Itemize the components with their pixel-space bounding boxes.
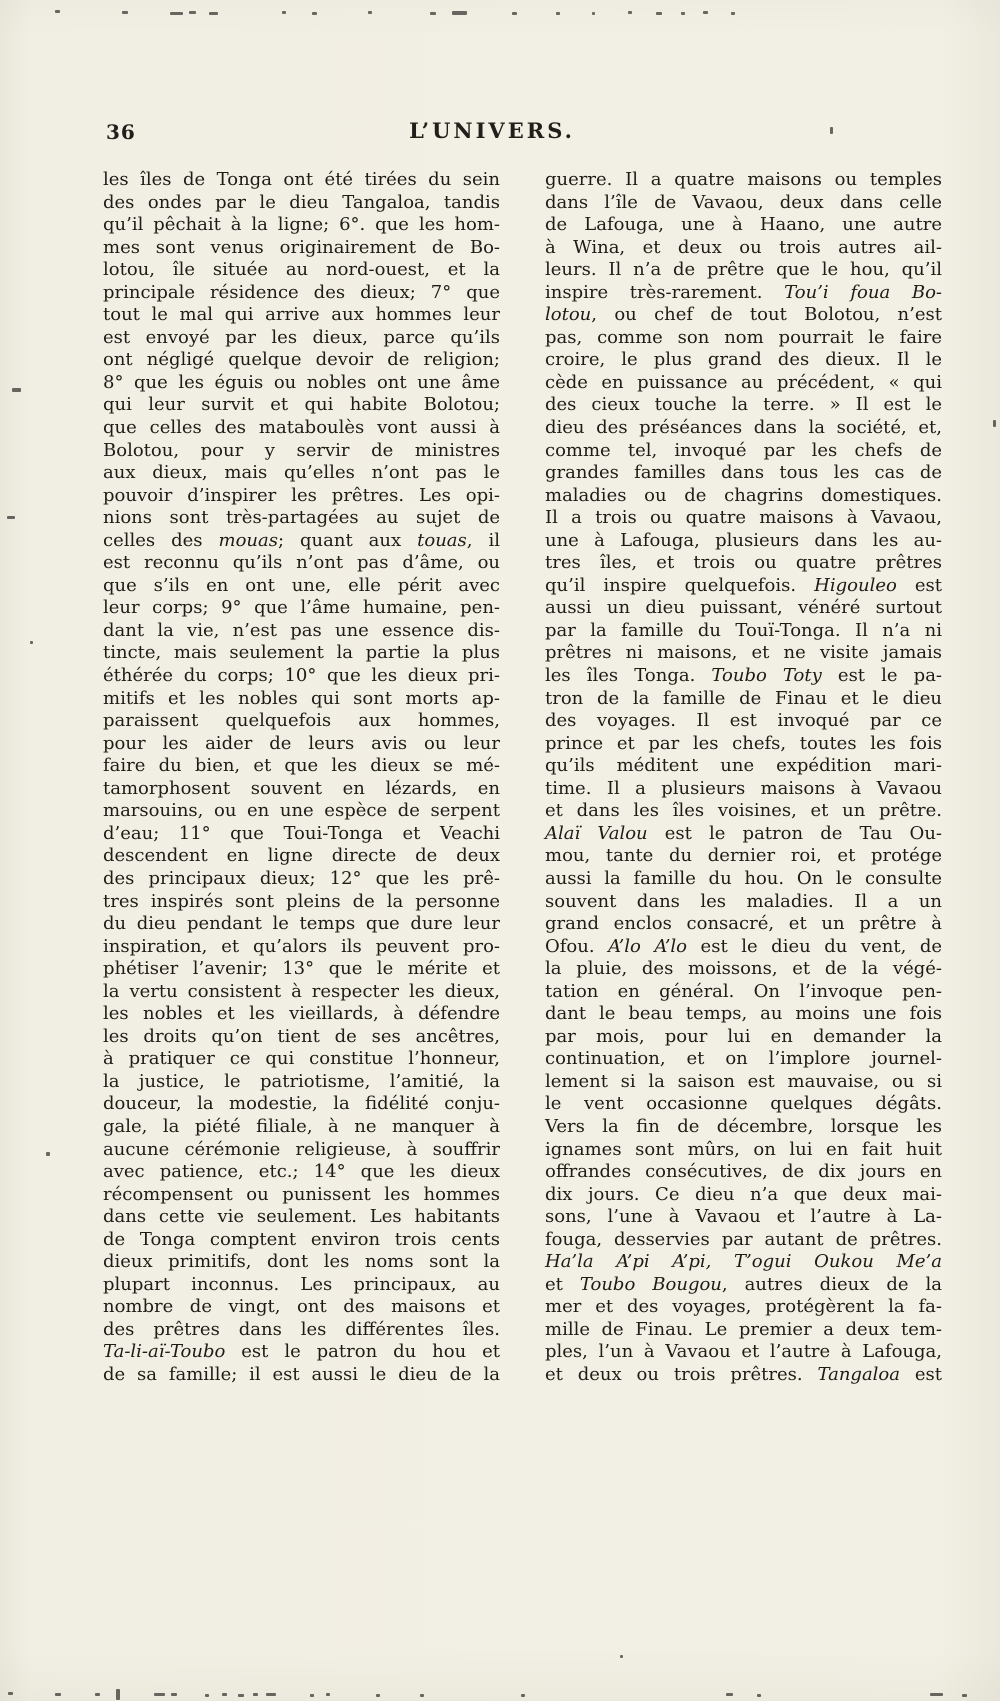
- scan-speck: [7, 516, 15, 519]
- text-line: [103, 891, 500, 914]
- text-line: [545, 372, 942, 395]
- text-line: [103, 1229, 500, 1252]
- roman-text: avec patience, etc.; 14° que les dieux: [103, 1161, 500, 1183]
- text-line: [103, 642, 500, 665]
- roman-text: Vers la fin de décembre, lorsque les: [545, 1115, 942, 1137]
- text-line: [103, 958, 500, 981]
- text-line: [545, 1341, 942, 1364]
- text-column-right: [545, 169, 942, 1387]
- roman-text: la pluie, des moissons, et de la végé-: [545, 958, 942, 980]
- text-line: [545, 620, 942, 643]
- page-number: 36: [106, 120, 136, 144]
- roman-text: faire du bien, et que les dieux se mé-: [103, 755, 500, 777]
- roman-text: les nobles et les vieillards, à défendre: [103, 1003, 500, 1025]
- text-line: [103, 913, 500, 936]
- text-line: [545, 755, 942, 778]
- text-line: [103, 1116, 500, 1139]
- scan-speck: [592, 12, 595, 15]
- scan-speck: [681, 12, 685, 15]
- text-line: [545, 710, 942, 733]
- text-line: [103, 1364, 500, 1387]
- italic-text: mouas: [218, 529, 278, 551]
- roman-text: les droits qu’on tient de ses ancêtres,: [103, 1025, 500, 1047]
- roman-text: tron de la famille de Finau et le dieu: [545, 687, 942, 709]
- text-line: [545, 530, 942, 553]
- text-line: [103, 778, 500, 801]
- text-line: [103, 327, 500, 350]
- roman-text: éthérée du corps; 10° que les dieux pri-: [103, 665, 500, 687]
- roman-text: douceur, la modestie, la fidélité conju-: [103, 1093, 500, 1115]
- roman-text: continuation, et on l’implore journel-: [545, 1048, 942, 1070]
- text-line: [545, 845, 942, 868]
- roman-text: inspiration, et qu’alors ils peuvent pro-: [103, 935, 500, 957]
- scan-speck: [122, 11, 128, 14]
- running-header-title: L’UNIVERS.: [409, 118, 575, 143]
- text-line: [103, 1184, 500, 1207]
- scan-speck: [209, 12, 218, 15]
- scan-speck: [830, 127, 833, 134]
- text-line: [545, 462, 942, 485]
- roman-text: fouga, desservies par autant de prêtres.: [545, 1228, 942, 1250]
- italic-text: A’lo A’lo: [608, 935, 688, 957]
- roman-text: à pratiquer ce qui constitue l’honneur,: [103, 1048, 500, 1070]
- roman-text: est envoyé par les dieux, parce qu’ils: [103, 326, 500, 348]
- roman-text: ont négligé quelque devoir de religion;: [103, 349, 500, 371]
- roman-text: est le dieu du vent, de: [687, 935, 943, 957]
- roman-text: qu’il inspire quelquefois.: [545, 574, 815, 596]
- text-line: [545, 913, 942, 936]
- text-line: [545, 597, 942, 620]
- text-line: [545, 868, 942, 891]
- roman-text: par la famille du Touï-Tonga. Il n’a ni: [545, 619, 942, 641]
- roman-text: prince et par les chefs, toutes les fois: [545, 732, 942, 754]
- roman-text: est: [896, 574, 942, 596]
- roman-text: la vertu consistent à respecter les dieux,: [103, 980, 500, 1002]
- text-line: [545, 485, 942, 508]
- roman-text: de Lafouga, une à Haano, une autre: [545, 214, 942, 236]
- roman-text: qui leur survit et qui habite Bolotou;: [103, 394, 500, 416]
- roman-text: la justice, le patriotisme, l’amitié, la: [103, 1070, 500, 1092]
- text-line: [545, 1116, 942, 1139]
- text-line: [103, 462, 500, 485]
- text-line: [545, 440, 942, 463]
- text-line: [103, 192, 500, 215]
- roman-text: des prêtres dans les différentes îles.: [103, 1318, 500, 1340]
- roman-text: plupart inconnus. Les principaux, au: [103, 1273, 500, 1295]
- scan-speck: [310, 1694, 314, 1697]
- roman-text: , il: [466, 529, 500, 551]
- roman-text: phétiser l’avenir; 13° que le mérite et: [103, 958, 500, 980]
- text-line: [103, 868, 500, 891]
- roman-text: leur corps; 9° que l’âme humaine, pen-: [103, 597, 500, 619]
- text-line: [545, 688, 942, 711]
- scan-speck: [521, 1694, 525, 1697]
- text-line: [103, 597, 500, 620]
- roman-text: d’eau; 11° que Toui-Tonga et Veachi: [103, 822, 500, 844]
- text-line: [545, 282, 942, 305]
- roman-text: tres îles, et trois ou quatre prêtres: [545, 552, 942, 574]
- text-line: [545, 1184, 942, 1207]
- text-line: [103, 710, 500, 733]
- roman-text: par mois, pour lui en demander la: [545, 1025, 942, 1047]
- roman-text: celles des: [103, 529, 219, 551]
- scan-speck: [30, 641, 33, 644]
- scan-speck: [55, 10, 60, 13]
- roman-text: Il a trois ou quatre maisons à Vavaou,: [545, 507, 942, 529]
- roman-text: inspire très-rarement.: [545, 281, 785, 303]
- roman-text: une à Lafouga, plusieurs dans les au-: [545, 529, 942, 551]
- roman-text: Ofou.: [545, 935, 609, 957]
- text-line: [103, 845, 500, 868]
- roman-text: descendent en ligne directe de deux: [103, 845, 500, 867]
- roman-text: dieu des préséances dans la société, et,: [545, 417, 942, 439]
- text-line: [545, 327, 942, 350]
- roman-text: paraissent quelquefois aux hommes,: [103, 710, 500, 732]
- scan-speck: [430, 12, 436, 15]
- scan-speck: [620, 1655, 623, 1658]
- roman-text: dant la vie, n’est pas une essence dis-: [103, 619, 500, 641]
- text-line: [545, 665, 942, 688]
- text-line: [545, 778, 942, 801]
- roman-text: de sa famille; il est aussi le dieu de la: [103, 1363, 500, 1385]
- text-line: [545, 981, 942, 1004]
- text-line: [103, 1319, 500, 1342]
- text-line: [103, 733, 500, 756]
- text-line: [103, 552, 500, 575]
- roman-text: prêtres ni maisons, et ne visite jamais: [545, 642, 942, 664]
- text-line: [103, 575, 500, 598]
- text-line: [545, 733, 942, 756]
- roman-text: les îles de Tonga ont été tirées du sein: [103, 169, 500, 190]
- italic-text: Higouleo: [814, 574, 897, 596]
- scan-speck: [12, 388, 21, 392]
- text-line: [103, 440, 500, 463]
- italic-text: T’ogui Oukou Me’a: [734, 1251, 942, 1273]
- roman-text: est le patron de Tau Ou-: [647, 822, 942, 844]
- italic-text: Alaï Valou: [545, 822, 648, 844]
- text-line: [545, 891, 942, 914]
- roman-text: est le patron du hou et: [225, 1341, 500, 1363]
- roman-text: et dans les îles voisines, et un prêtre.: [545, 800, 942, 822]
- roman-text: aux dieux, mais qu’elles n’ont pas le: [103, 462, 500, 484]
- text-line: [545, 575, 942, 598]
- roman-text: mes sont venus originairement de Bo-: [103, 236, 500, 258]
- scan-speck: [556, 12, 560, 15]
- roman-text: dans cette vie seulement. Les habitants: [103, 1206, 500, 1228]
- roman-text: gale, la piété filiale, à ne manquer à: [103, 1115, 500, 1137]
- scan-speck: [282, 11, 286, 14]
- text-line: [103, 688, 500, 711]
- roman-text: aussi la famille du hou. On le consulte: [545, 867, 942, 889]
- text-column-left: [103, 169, 500, 1387]
- text-line: [103, 349, 500, 372]
- roman-text: mille de Finau. Le premier a deux tem-: [545, 1318, 942, 1340]
- roman-text: guerre. Il a quatre maisons ou temples: [545, 169, 942, 190]
- scan-speck: [238, 1694, 244, 1697]
- text-line: [103, 1161, 500, 1184]
- text-line: [103, 259, 500, 282]
- text-line: [103, 1274, 500, 1297]
- italic-text: Tangaloa: [817, 1363, 900, 1385]
- italic-text: Ha’la A’pi A’pi,: [545, 1251, 712, 1273]
- scan-speck: [253, 1693, 258, 1696]
- scan-speck: [171, 1693, 177, 1696]
- roman-text: cède en puissance au précédent, « qui: [545, 371, 942, 393]
- text-line: [545, 1048, 942, 1071]
- scan-speck: [757, 1694, 761, 1697]
- roman-text: des cieux touche la terre. » Il est le: [545, 394, 942, 416]
- roman-text: tincte, mais seulement la partie la plus: [103, 642, 500, 664]
- scan-speck: [962, 1694, 967, 1697]
- text-line: [545, 417, 942, 440]
- roman-text: du dieu pendant le temps que dure leur: [103, 913, 500, 935]
- roman-text: souvent dans les maladies. Il a un: [545, 890, 942, 912]
- scan-speck: [703, 11, 708, 14]
- text-line: [545, 1026, 942, 1049]
- roman-text: dix jours. Ce dieu n’a que deux mai-: [545, 1183, 942, 1205]
- text-line: [545, 1274, 942, 1297]
- roman-text: aussi un dieu puissant, vénéré surtout: [545, 597, 942, 619]
- roman-text: tamorphosent souvent en lézards, en: [103, 777, 500, 799]
- scan-speck: [628, 11, 632, 14]
- text-line: [545, 552, 942, 575]
- text-line: [103, 1206, 500, 1229]
- text-line: [103, 394, 500, 417]
- text-line: [545, 1161, 942, 1184]
- text-line: [103, 823, 500, 846]
- scan-speck: [170, 12, 183, 15]
- roman-text: aucune cérémonie religieuse, à souffrir: [103, 1138, 500, 1160]
- text-line: [545, 1364, 942, 1387]
- text-line: [103, 214, 500, 237]
- text-line: [545, 349, 942, 372]
- roman-text: comme tel, invoqué par les chefs de: [545, 439, 942, 461]
- roman-text: est reconnu qu’ils n’ont pas d’âme, ou: [103, 552, 500, 574]
- text-line: [545, 1296, 942, 1319]
- text-line: [545, 169, 942, 192]
- text-line: [545, 800, 942, 823]
- roman-text: mer et des voyages, protégèrent la fa-: [545, 1296, 942, 1318]
- roman-text: ; quant aux: [277, 529, 418, 551]
- roman-text: que s’ils en ont une, elle périt avec: [103, 574, 500, 596]
- scan-speck: [993, 420, 996, 427]
- roman-text: principale résidence des dieux; 7° que: [103, 281, 500, 303]
- text-line: [103, 1026, 500, 1049]
- scan-speck: [154, 1693, 165, 1696]
- text-line: [545, 1003, 942, 1026]
- roman-text: pour les aider de leurs avis ou leur: [103, 732, 500, 754]
- roman-text: récompensent ou punissent les hommes: [103, 1183, 500, 1205]
- italic-text: Ta-li-aï-Toubo: [103, 1341, 226, 1363]
- italic-text: Tou’i foua Bo-: [784, 281, 942, 303]
- roman-text: croire, le plus grand des dieux. Il le: [545, 349, 942, 371]
- text-line: [545, 1139, 942, 1162]
- roman-text: lement si la saison est mauvaise, ou si: [545, 1070, 942, 1092]
- text-line: [545, 823, 942, 846]
- text-line: [545, 214, 942, 237]
- roman-text: des ondes par le dieu Tangaloa, tandis: [103, 191, 500, 213]
- text-line: [103, 372, 500, 395]
- roman-text: mitifs et les nobles qui sont morts ap-: [103, 687, 500, 709]
- scan-speck: [8, 1692, 13, 1695]
- italic-text: touas: [417, 529, 467, 551]
- text-line: [103, 1093, 500, 1116]
- scan-speck: [512, 12, 517, 15]
- scan-speck: [452, 11, 467, 15]
- scan-speck: [420, 1694, 424, 1697]
- roman-text: grandes familles dans tous les cas de: [545, 462, 942, 484]
- roman-text: dant le beau temps, au moins une fois: [545, 1003, 942, 1025]
- text-line: [545, 1206, 942, 1229]
- scan-speck: [116, 1689, 120, 1700]
- scan-speck: [189, 11, 196, 14]
- text-line: [103, 304, 500, 327]
- scan-speck: [266, 1693, 276, 1696]
- roman-text: des voyages. Il est invoqué par ce: [545, 710, 942, 732]
- italic-text: Toubo Toty: [711, 665, 822, 687]
- italic-text: lotou: [545, 304, 592, 326]
- roman-text: tres inspirés sont pleins de la personne: [103, 890, 500, 912]
- scan-speck: [95, 1693, 100, 1696]
- roman-text: et: [545, 1273, 580, 1295]
- roman-text: ples, l’un à Vavaou et l’autre à Lafouga,: [545, 1341, 942, 1363]
- roman-text: marsouins, ou en une espèce de serpent: [103, 800, 500, 822]
- scan-speck: [930, 1693, 943, 1696]
- text-line: [103, 1296, 500, 1319]
- roman-text: des principaux dieux; 12° que les prê-: [103, 867, 500, 889]
- roman-text: et deux ou trois prêtres.: [545, 1363, 818, 1385]
- roman-text: pas, comme son nom pourrait le faire: [545, 326, 942, 348]
- text-line: [545, 958, 942, 981]
- roman-text: les îles Tonga.: [545, 665, 712, 687]
- text-line: [103, 1048, 500, 1071]
- roman-text: offrandes consécutives, de dix jours en: [545, 1161, 942, 1183]
- roman-text: tout le mal qui arrive aux hommes leur: [103, 304, 500, 326]
- scan-speck: [731, 12, 735, 15]
- text-line: [103, 485, 500, 508]
- roman-text: lotou, île située au nord-ouest, et la: [103, 259, 500, 281]
- roman-text: nions sont très-partagées au sujet de: [103, 507, 500, 529]
- roman-text: time. Il a plusieurs maisons à Vavaou: [545, 777, 942, 799]
- scan-speck: [312, 12, 317, 15]
- roman-text: 8° que les éguis ou nobles ont une âme: [103, 371, 500, 393]
- text-line: [103, 665, 500, 688]
- scan-speck: [46, 1152, 50, 1156]
- roman-text: , ou chef de tout Bolotou, n’est: [591, 304, 942, 326]
- roman-text: Bolotou, pour y servir de ministres: [103, 439, 500, 461]
- text-line: [103, 1003, 500, 1026]
- text-line: [545, 507, 942, 530]
- text-line: [103, 282, 500, 305]
- text-line: [103, 169, 500, 192]
- text-line: [545, 237, 942, 260]
- roman-text: , autres dieux de la: [721, 1273, 943, 1295]
- roman-text: sons, l’une à Vavaou et l’autre à La-: [545, 1206, 942, 1228]
- text-line: [103, 1251, 500, 1274]
- text-line: [103, 936, 500, 959]
- text-line: [545, 192, 942, 215]
- text-line: [103, 237, 500, 260]
- text-line: [103, 530, 500, 553]
- roman-text: qu’ils méditent une expédition mari-: [545, 755, 942, 777]
- roman-text: grand enclos consacré, et un prêtre à: [545, 913, 942, 935]
- roman-text: dans l’île de Vavaou, deux dans celle: [545, 191, 942, 213]
- text-line: [103, 800, 500, 823]
- text-line: [103, 1341, 500, 1364]
- roman-text: est le pa-: [821, 665, 943, 687]
- roman-text: de Tonga comptent environ trois cents: [103, 1228, 500, 1250]
- text-line: [545, 304, 942, 327]
- roman-text: mou, tante du dernier roi, et protége: [545, 845, 942, 867]
- text-line: [545, 1229, 942, 1252]
- roman-text: dieux primitifs, dont les noms sont la: [103, 1251, 500, 1273]
- roman-text: [711, 1251, 734, 1272]
- scan-speck: [55, 1693, 61, 1696]
- text-line: [103, 507, 500, 530]
- text-line: [545, 936, 942, 959]
- text-line: [103, 1071, 500, 1094]
- scan-speck: [368, 11, 372, 14]
- italic-text: Toubo Bougou: [579, 1273, 722, 1295]
- scan-speck: [376, 1694, 380, 1697]
- text-line: [103, 417, 500, 440]
- scan-speck: [326, 1693, 330, 1696]
- roman-text: que celles des mataboulès vont aussi à: [103, 417, 500, 439]
- roman-text: tation en général. On l’invoque pen-: [545, 980, 942, 1002]
- roman-text: ignames sont mûrs, on lui en fait huit: [545, 1138, 942, 1160]
- text-line: [545, 394, 942, 417]
- scan-speck: [656, 12, 662, 15]
- text-line: [545, 259, 942, 282]
- roman-text: nombre de vingt, ont des maisons et: [103, 1296, 500, 1318]
- roman-text: leurs. Il n’a de prêtre que le hou, qu’il: [545, 259, 942, 281]
- text-line: [545, 642, 942, 665]
- text-line: [103, 620, 500, 643]
- scan-speck: [726, 1693, 733, 1696]
- scan-speck: [222, 1693, 227, 1696]
- roman-text: à Wina, et deux ou trois autres ail-: [545, 236, 942, 258]
- roman-text: le vent occasionne quelques dégâts.: [545, 1093, 942, 1115]
- text-line: [103, 981, 500, 1004]
- roman-text: maladies ou de chagrins domestiques.: [545, 484, 942, 506]
- roman-text: qu’il pêchait à la ligne; 6°. que les hom-: [103, 214, 500, 236]
- roman-text: est: [900, 1363, 942, 1385]
- text-line: [545, 1093, 942, 1116]
- text-line: [545, 1251, 942, 1274]
- scan-speck: [205, 1694, 209, 1697]
- roman-text: pouvoir d’inspirer les prêtres. Les opi-: [103, 484, 500, 506]
- text-line: [545, 1319, 942, 1342]
- text-line: [545, 1071, 942, 1094]
- text-line: [103, 1139, 500, 1162]
- text-line: [103, 755, 500, 778]
